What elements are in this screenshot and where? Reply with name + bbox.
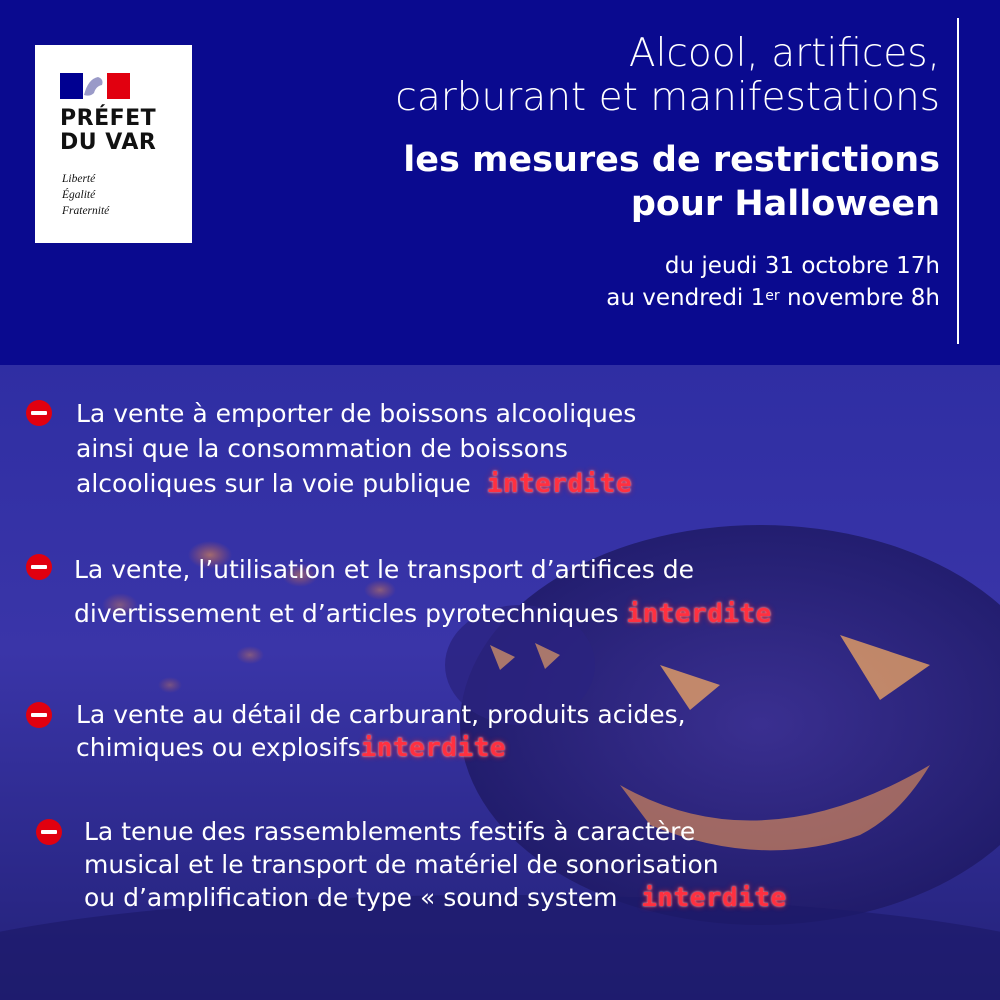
subtitle-line1: les mesures de restrictions xyxy=(403,140,940,180)
tricolor-flag-icon xyxy=(60,73,130,99)
restriction-fuel-text xyxy=(76,698,686,765)
title-line2: carburant et manifestations xyxy=(395,75,940,120)
status-interdite-badge: interdite xyxy=(641,883,787,913)
restriction-gatherings-line3 xyxy=(84,881,787,915)
restriction-fuel-line1: La vente au détail de carburant, produits acides, xyxy=(76,700,686,729)
motto-liberte: Liberté xyxy=(62,173,96,185)
prefet-logo xyxy=(35,45,192,243)
motto-fraternite: Fraternité xyxy=(62,205,110,217)
date-end-sup: er xyxy=(765,288,780,304)
date-end xyxy=(395,282,940,314)
restriction-fuel-line2-text: chimiques ou explosifs xyxy=(76,733,361,762)
restriction-gatherings-line3-text: ou d’amplification de type « sound system xyxy=(84,883,618,912)
subtitle xyxy=(395,138,940,226)
date-end-prefix: au vendredi 1 xyxy=(606,285,766,311)
restriction-alcohol-line2: ainsi que la consommation de boissons xyxy=(76,434,568,463)
restriction-alcohol-line3-text: alcooliques sur la voie publique xyxy=(76,469,471,498)
restriction-fireworks-text xyxy=(74,548,772,636)
restriction-alcohol-text xyxy=(76,396,636,502)
no-entry-icon xyxy=(36,819,62,845)
header-band xyxy=(0,0,1000,365)
vertical-divider xyxy=(957,18,959,344)
restriction-gatherings-line2: musical et le transport de matériel de sonorisation xyxy=(84,850,719,879)
restriction-fireworks-line2 xyxy=(74,592,772,636)
restriction-fuel-line2 xyxy=(76,731,686,765)
status-interdite-badge: interdite xyxy=(486,469,633,499)
date-end-suffix: novembre 8h xyxy=(779,285,940,311)
restriction-gatherings-line1: La tenue des rassemblements festifs à caractère xyxy=(84,817,696,846)
restriction-alcohol-line3 xyxy=(76,466,636,502)
date-start: du jeudi 31 octobre 17h xyxy=(664,253,940,279)
restriction-fireworks-line2-text: divertissement et d’articles pyrotechniques xyxy=(74,599,619,628)
header-titles xyxy=(395,32,940,314)
title-line1: Alcool, artifices, xyxy=(628,31,940,76)
prefet-name-line1: PRÉFET xyxy=(60,106,157,131)
prefet-name-line2: DU VAR xyxy=(60,130,157,155)
no-entry-icon xyxy=(26,702,52,728)
restriction-fireworks-line1: La vente, l’utilisation et le transport d’artifices de xyxy=(74,555,694,584)
subtitle-line2: pour Halloween xyxy=(630,184,940,224)
date-range xyxy=(395,250,940,314)
republic-motto xyxy=(62,171,109,219)
status-interdite-badge: interdite xyxy=(626,599,772,629)
prefet-name xyxy=(60,107,156,155)
restriction-gatherings-text xyxy=(84,815,787,915)
motto-egalite: Égalité xyxy=(62,189,96,201)
status-interdite-badge: interdite xyxy=(360,733,507,763)
no-entry-icon xyxy=(26,554,52,580)
restriction-alcohol-line1: La vente à emporter de boissons alcooliques xyxy=(76,399,637,428)
no-entry-icon xyxy=(26,400,52,426)
